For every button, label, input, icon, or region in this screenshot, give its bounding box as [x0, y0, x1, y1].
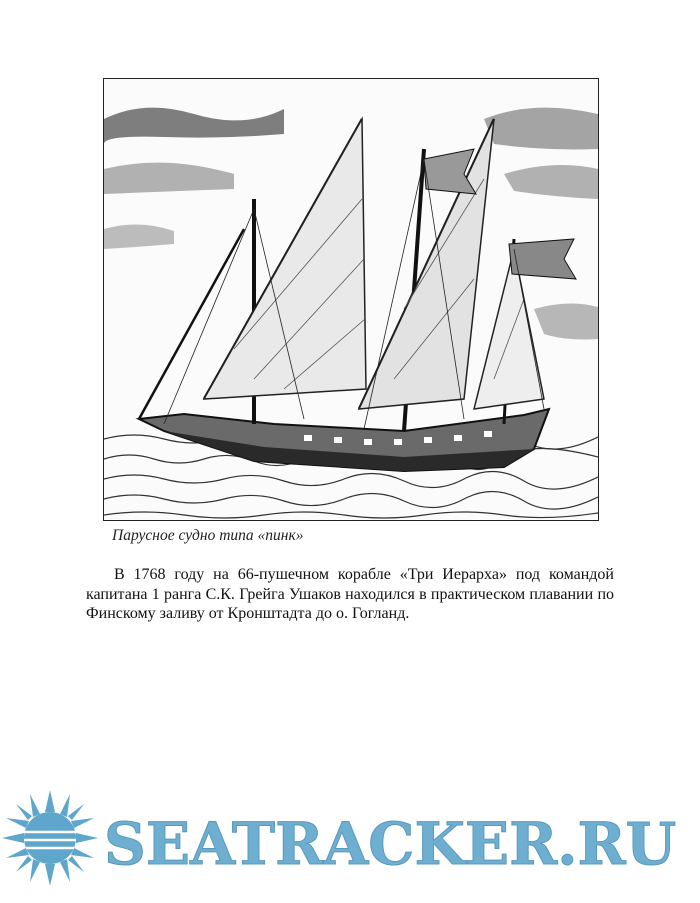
watermark-text: SEATRACKER.RU [104, 810, 677, 878]
sun-icon [0, 788, 100, 888]
pink-sailing-ship-drawing [104, 79, 598, 520]
watermark [0, 788, 700, 898]
body-paragraph: В 1768 году на 66-пушечном корабле «Три Иерарха» под командой капитана 1 ранга С.К. Грейга Ушаков находился в практическом плавании по Финскому заливу от Кронштадта до о. Гогланд. [86, 566, 614, 622]
figure-caption: Парусное судно типа «пинк» [112, 527, 304, 544]
ship-illustration [103, 78, 599, 521]
